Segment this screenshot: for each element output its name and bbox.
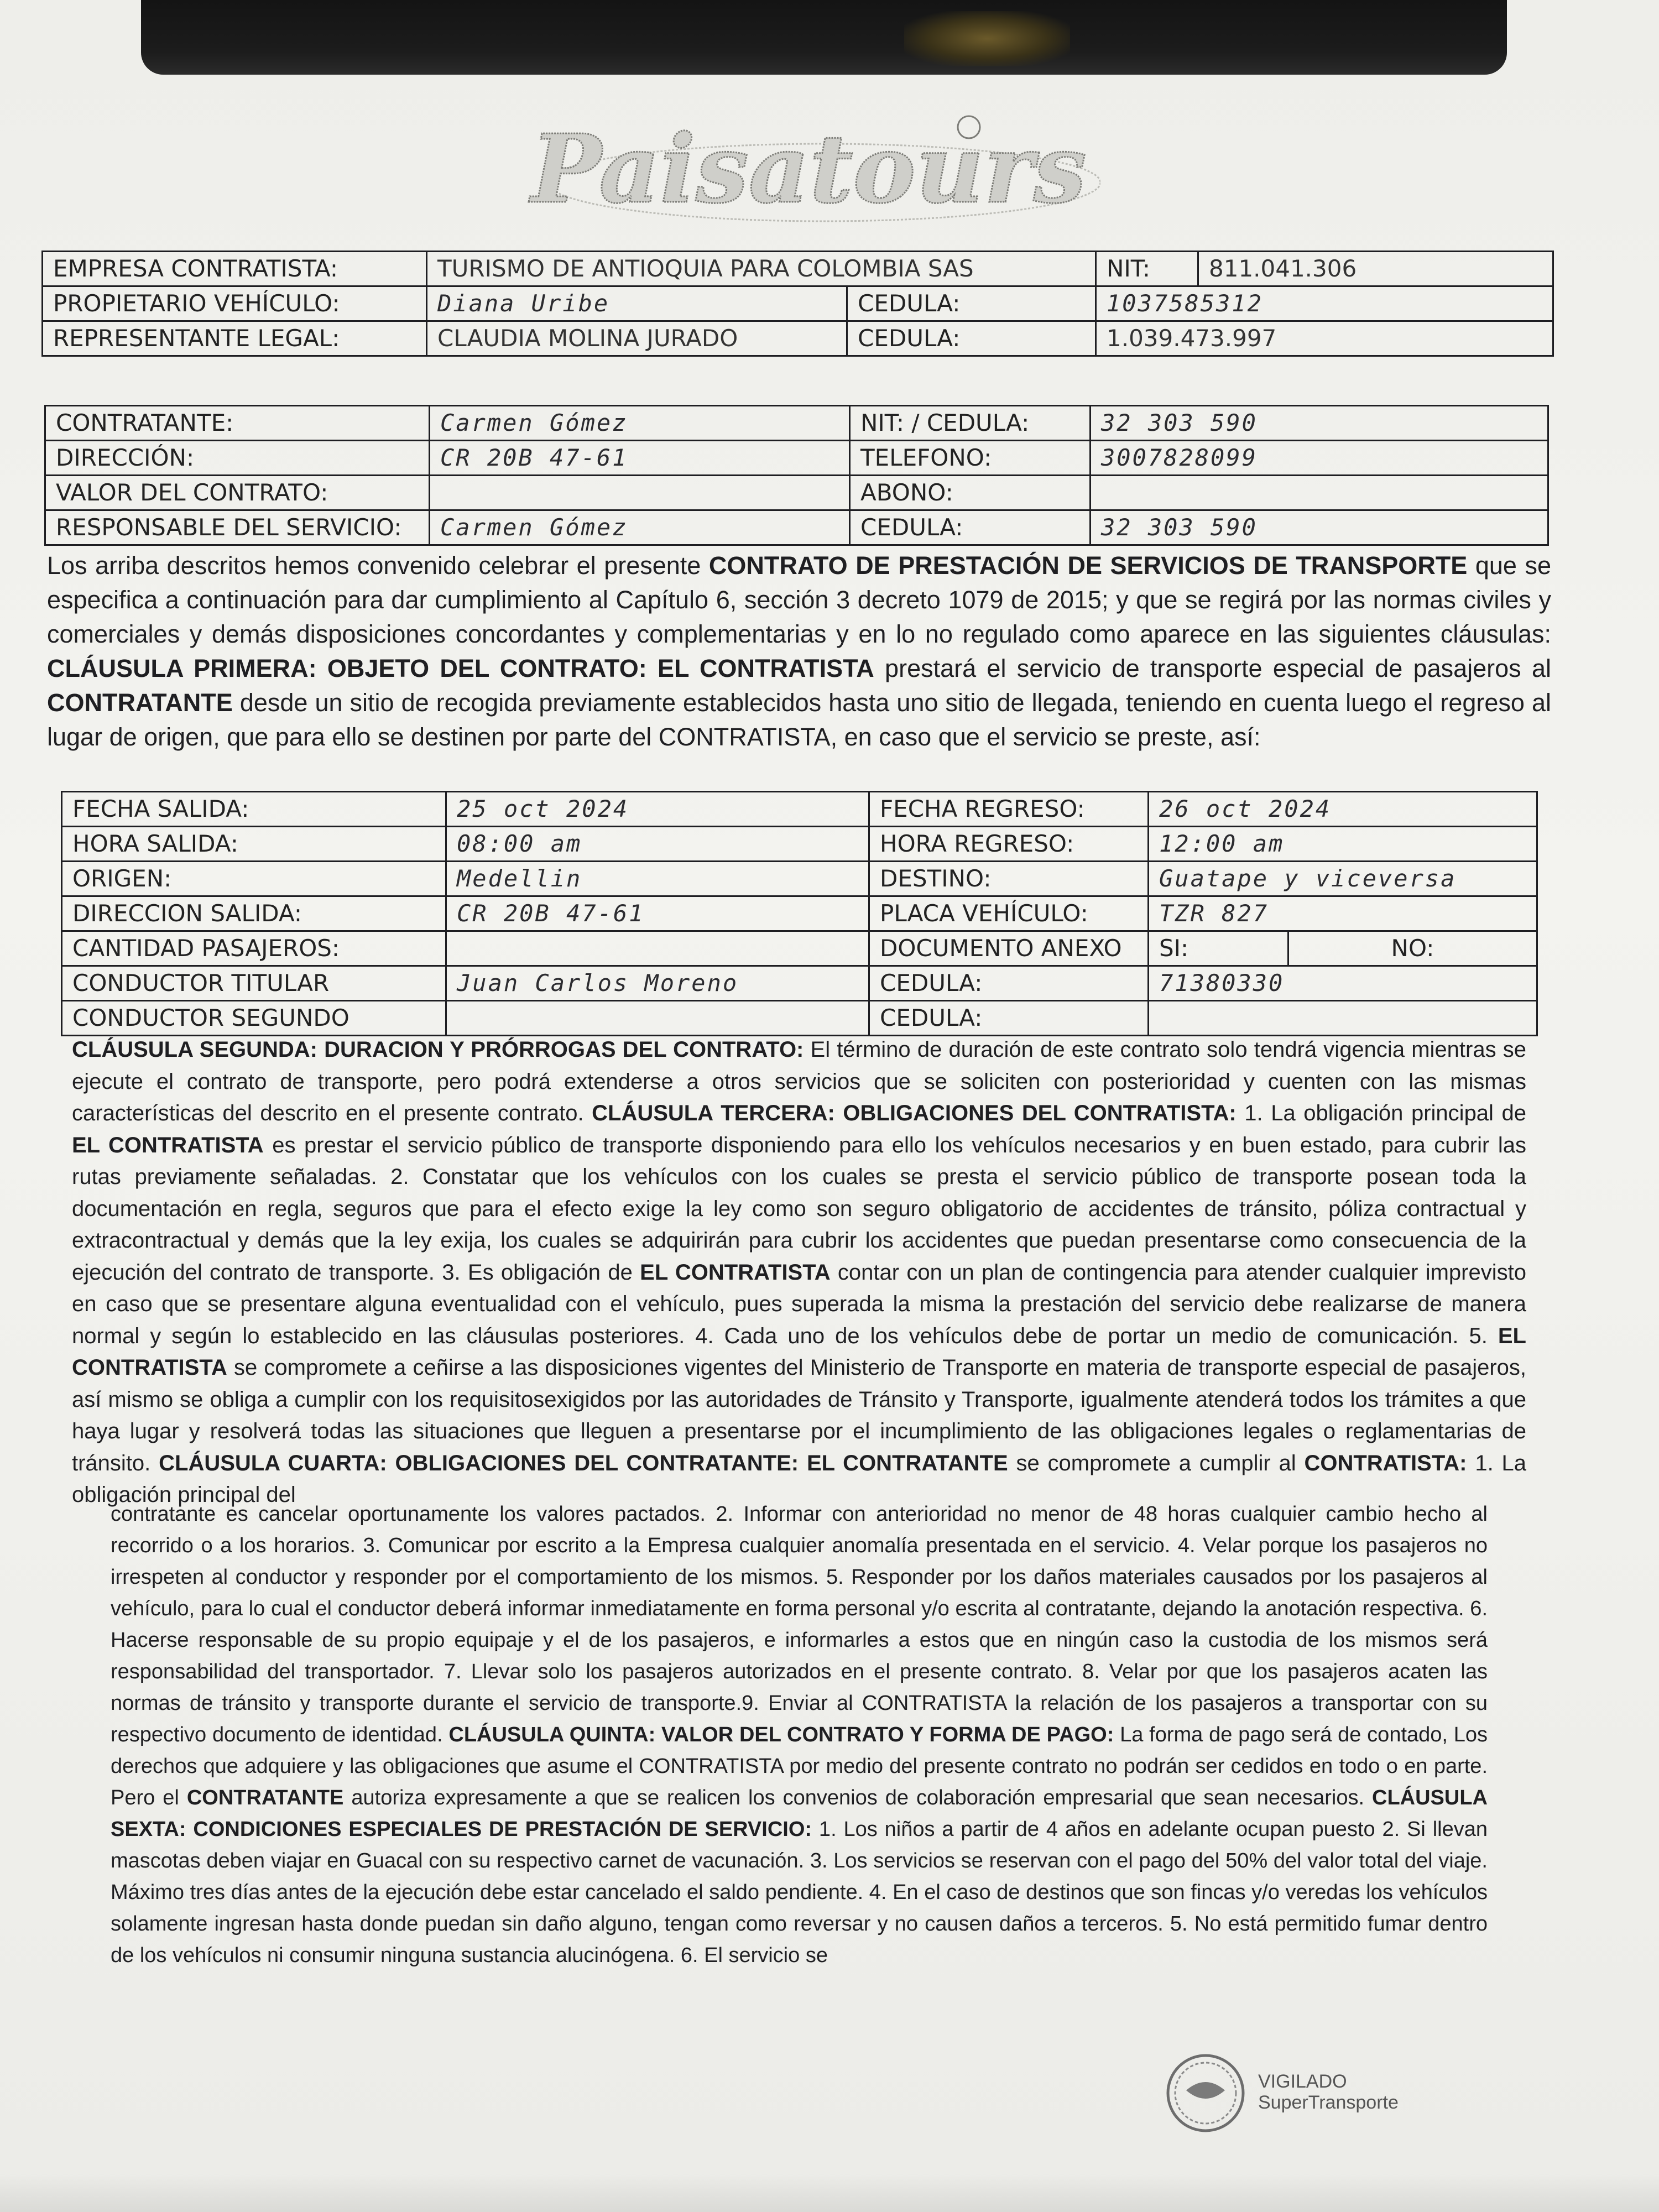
fecha-salida-value: 25 oct 2024 — [446, 792, 869, 827]
nit-label: NIT: — [1096, 252, 1198, 286]
propietario-value: Diana Uribe — [427, 286, 847, 321]
propietario-cedula-label: CEDULA: — [847, 286, 1096, 321]
supertransporte-label: SuperTransporte — [1258, 2092, 1399, 2113]
propietario-cedula-value: 1037585312 — [1096, 286, 1553, 321]
nit-cedula-value: 32 303 590 — [1091, 406, 1548, 441]
cantidad-label: CANTIDAD PASAJEROS: — [62, 931, 446, 966]
fecha-regreso-value: 26 oct 2024 — [1149, 792, 1537, 827]
abono-value — [1091, 476, 1548, 510]
nit-value: 811.041.306 — [1198, 252, 1553, 286]
conductor-segundo-cedula-value — [1149, 1001, 1537, 1036]
logo-text: Paisatours — [531, 114, 1087, 225]
responsable-label: RESPONSABLE DEL SERVICIO: — [45, 510, 430, 545]
conductor-segundo-cedula-label: CEDULA: — [869, 1001, 1149, 1036]
paisatours-logo — [514, 105, 1100, 232]
nit-cedula-label: NIT: / CEDULA: — [850, 406, 1091, 441]
hora-regreso-label: HORA REGRESO: — [869, 827, 1149, 862]
conductor-titular-label: CONDUCTOR TITULAR — [62, 966, 446, 1001]
telefono-value: 3007828099 — [1091, 441, 1548, 476]
conductor-segundo-value — [446, 1001, 869, 1036]
telefono-label: TELEFONO: — [850, 441, 1091, 476]
empresa-value: TURISMO DE ANTIOQUIA PARA COLOMBIA SAS — [427, 252, 1096, 286]
placa-label: PLACA VEHÍCULO: — [869, 896, 1149, 931]
no-label: NO: — [1288, 931, 1537, 966]
intro-paragraph: Los arriba descritos hemos convenido celebrar el presente CONTRATO DE PRESTACIÓN DE SERVICIOS DE TRANSPORTE que se especifica a continuación para dar cumplimiento al Capítulo 6, sección 3 decreto 1079 de 2015; y que se regirá por las normas civiles y comerciales y demás disposiciones concordantes y complementarias y en lo no regulado como aparece en las siguientes cláusulas: CLÁUSULA PRIMERA: OBJETO DEL CONTRATO: EL CONTRATISTA prestará el servicio de transporte especial de pasajeros al CONTRATANTE desde un sitio de recogida previamente establecidos hasta uno sitio de llegada, teniendo en cuenta luego el regreso al lugar de origen, que para ello se destinen por parte del CONTRATISTA, en caso que el servicio se preste, así: — [47, 551, 1552, 751]
fecha-regreso-label: FECHA REGRESO: — [869, 792, 1149, 827]
vigilado-text — [1258, 2071, 1399, 2113]
cantidad-value — [446, 931, 869, 966]
company-table — [41, 251, 1554, 357]
trip-table — [61, 791, 1538, 1036]
direccion-salida-value: CR 20B 47-61 — [446, 896, 869, 931]
supertransporte-seal-icon — [1161, 2052, 1255, 2135]
responsable-value: Carmen Gómez — [430, 510, 850, 545]
clipboard-clip — [141, 0, 1507, 75]
abono-label: ABONO: — [850, 476, 1091, 510]
responsable-cedula-label: CEDULA: — [850, 510, 1091, 545]
valor-label: VALOR DEL CONTRATO: — [45, 476, 430, 510]
representante-value: CLAUDIA MOLINA JURADO — [427, 321, 847, 356]
hora-regreso-value: 12:00 am — [1149, 827, 1537, 862]
representante-cedula-label: CEDULA: — [847, 321, 1096, 356]
representante-label: REPRESENTANTE LEGAL: — [43, 321, 427, 356]
origen-value: Medellin — [446, 862, 869, 896]
contratante-label: CONTRATANTE: — [45, 406, 430, 441]
valor-value — [430, 476, 850, 510]
conductor-titular-cedula-label: CEDULA: — [869, 966, 1149, 1001]
documento-anexo-label: DOCUMENTO ANEXO — [869, 931, 1149, 966]
conductor-titular-value: Juan Carlos Moreno — [446, 966, 869, 1001]
hora-salida-value: 08:00 am — [446, 827, 869, 862]
direccion-salida-label: DIRECCION SALIDA: — [62, 896, 446, 931]
contratante-value: Carmen Gómez — [430, 406, 850, 441]
responsable-cedula-value: 32 303 590 — [1091, 510, 1548, 545]
clauses-paragraph-2: contratante es cancelar oportunamente los valores pactados. 2. Informar con anterioridad no menor de 48 horas cualquier cambio hecho al recorrido o a los horarios. 3. Comunicar por escrito a la Empresa cualquier anomalía presentada en el servicio. 4. Velar porque los pasajeros no irrespeten al conductor y responder por el comportamiento de los mismos. 5. Responder por los daños materiales causados por los pasajeros al vehículo, para lo cual el conductor deberá informar inmediatamente en forma personal y/o escrita al contratante, dejando la anotación respectiva. 6. Hacerse responsable de su propio equipaje y el de los pasajeros, e informarles a estos que en ningún caso la custodia de los mismos será responsabilidad del transportador. 7. Llevar solo los pasajeros autorizados en el presente contrato. 8. Velar por que los pasajeros acaten las normas de tránsito y transporte durante el servicio de transporte.9. Enviar al CONTRATISTA la relación de los pasajeros a transportar con su respectivo documento de identidad. CLÁUSULA QUINTA: VALOR DEL CONTRATO Y FORMA DE PAGO: La forma de pago será de contado, Los derechos que adquiere y las obligaciones que asume el CONTRATISTA por medio del presente contrato no podrán ser cedidos en todo o en parte. Pero el CONTRATANTE autoriza expresamente a que se realicen los convenios de colaboración empresarial que sean necesarios. CLÁUSULA SEXTA: CONDICIONES ESPECIALES DE PRESTACIÓN DE SERVICIO: 1. Los niños a partir de 4 años en adelante ocupan puesto 2. Si llevan mascotas deben viajar en Guacal con su respectivo carnet de vacunación. 3. Los servicios se reservan con el pago del 50% del valor total del viaje. Máximo tres días antes de la ejecución debe estar cancelado el saldo pendiente. 4. En el caso de destinos que son fincas y/o veredas los vehículos solamente ingresan hasta donde puedan sin daño alguno, tengan como reversar y no causen daños a terceros. 5. No está permitido fumar dentro de los vehículos ni consumir ninguna sustancia alucinógena. 6. El servicio se — [111, 1503, 1488, 1967]
placa-value: TZR 827 — [1149, 896, 1537, 931]
destino-label: DESTINO: — [869, 862, 1149, 896]
conductor-segundo-label: CONDUCTOR SEGUNDO — [62, 1001, 446, 1036]
fecha-salida-label: FECHA SALIDA: — [62, 792, 446, 827]
client-table — [44, 405, 1549, 546]
empresa-label: EMPRESA CONTRATISTA: — [43, 252, 427, 286]
clauses-paragraph-1: CLÁUSULA SEGUNDA: DURACION Y PRÓRROGAS DEL CONTRATO: El término de duración de este contrato solo tendrá vigencia mientras se ejecute el contrato de transporte, pero podrá extenderse a otros servicios que se soliciten con posterioridad y cuenten con las mismas características del descrito en el presente contrato. CLÁUSULA TERCERA: OBLIGACIONES DEL CONTRATISTA: 1. La obligación principal de EL CONTRATISTA es prestar el servicio público de transporte disponiendo para ello los vehículos necesarios y en buen estado, para cubrir las rutas previamente señaladas. 2. Constatar que los vehículos con los cuales se presta el servicio público de transporte posean toda la documentación en regla, seguros que para el efecto exige la ley como son seguro obligatorio de accidentes de tránsito, póliza contractual y extracontractual y demás que la ley exija, los cuales se adquirirán para cubrir los accidentes que puedan presentarse como consecuencia de la ejecución del contrato de transporte. 3. Es obligación de EL CONTRATISTA contar con un plan de contingencia para atender cualquier imprevisto en caso que se presentare alguna eventualidad con el vehículo, pues superada la misma la prestación del servicio debe realizarse de manera normal y según lo establecido en las cláusulas posteriores. 4. Cada uno de los vehículos debe de portar un medio de comunicación. 5. EL CONTRATISTA se compromete a ceñirse a las disposiciones vigentes del Ministerio de Transporte en materia de transporte especial de pasajeros, así mismo se obliga a cumplir con los requisitosexigidos por las autoridades de Tránsito y Transporte, igualmente atenderá todos los trámites a que haya lugar y resolverá todas las situaciones que lleguen a presentarse por el incumplimiento de las obligaciones legales o reglamentarias de tránsito. CLÁUSULA CUARTA: OBLIGACIONES DEL CONTRATANTE: EL CONTRATANTE se compromete a cumplir al CONTRATISTA: 1. La obligación principal del — [72, 1037, 1527, 1507]
conductor-titular-cedula-value: 71380330 — [1149, 966, 1537, 1001]
destino-value: Guatape y viceversa — [1149, 862, 1537, 896]
hora-salida-label: HORA SALIDA: — [62, 827, 446, 862]
propietario-label: PROPIETARIO VEHÍCULO: — [43, 286, 427, 321]
direccion-value: CR 20B 47-61 — [430, 441, 850, 476]
direccion-label: DIRECCIÓN: — [45, 441, 430, 476]
vigilado-label: VIGILADO — [1258, 2071, 1347, 2092]
si-label: SI: — [1149, 931, 1288, 966]
origen-label: ORIGEN: — [62, 862, 446, 896]
representante-cedula-value: 1.039.473.997 — [1096, 321, 1553, 356]
